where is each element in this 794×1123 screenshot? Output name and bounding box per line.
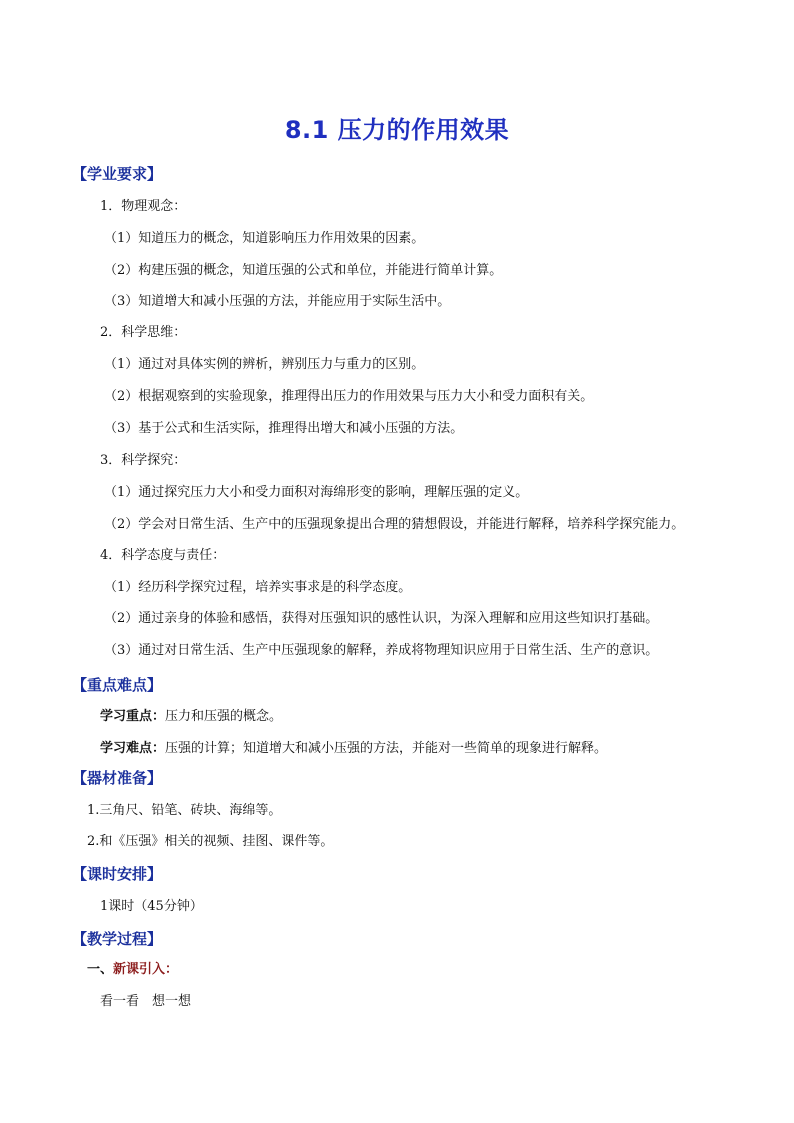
material-item: 1.三角尺、铅笔、砖块、海绵等。 xyxy=(87,803,282,818)
requirement-item: （1）经历科学探究过程，培养实事求是的科学态度。 xyxy=(104,580,412,595)
requirement-item: （3）基于公式和生活实际，推理得出增大和减小压强的方法。 xyxy=(104,421,464,436)
requirement-group-2-title: 2．科学思维： xyxy=(100,325,187,340)
section-heading-materials: 【器材准备】 xyxy=(72,769,163,787)
process-step-text: 看一看 想一想 xyxy=(100,994,192,1009)
process-step-prefix: 一、 xyxy=(87,962,114,977)
section-heading-requirements: 【学业要求】 xyxy=(72,165,163,183)
section-heading-schedule: 【课时安排】 xyxy=(72,865,163,883)
requirement-item: （2）通过亲身的体验和感悟，获得对压强知识的感性认识，为深入理解和应用这些知识打基础。 xyxy=(104,611,659,626)
material-item: 2.和《压强》相关的视频、挂图、课件等。 xyxy=(87,834,334,849)
key-point-focus xyxy=(100,707,282,727)
section-heading-process: 【教学过程】 xyxy=(72,930,163,948)
requirement-group-3-title: 3．科学探究： xyxy=(100,453,187,468)
section-heading-key-points: 【重点难点】 xyxy=(72,676,163,694)
requirement-item: （1）通过对具体实例的辨析，辨别压力与重力的区别。 xyxy=(104,357,425,372)
requirement-group-1-title: 1．物理观念： xyxy=(100,199,187,214)
page-title: 8.1 压力的作用效果 xyxy=(284,116,510,144)
difficulty-text: 压强的计算；知道增大和减小压强的方法，并能对一些简单的现象进行解释。 xyxy=(165,741,608,756)
process-step xyxy=(87,960,178,980)
requirement-item: （3）知道增大和减小压强的方法，并能应用于实际生活中。 xyxy=(104,294,451,309)
requirement-item: （2）构建压强的概念，知道压强的公式和单位，并能进行简单计算。 xyxy=(104,263,503,278)
schedule-text: 1课时（45分钟） xyxy=(100,899,203,914)
requirement-item: （1）知道压力的概念，知道影响压力作用效果的因素。 xyxy=(104,231,425,246)
requirement-item: （2）根据观察到的实验现象，推理得出压力的作用效果与压力大小和受力面积有关。 xyxy=(104,389,594,404)
key-point-difficulty xyxy=(100,739,607,759)
requirement-item: （2）学会对日常生活、生产中的压强现象提出合理的猜想假设，并能进行解释，培养科学探究能力。 xyxy=(104,517,685,532)
requirement-group-4-title: 4．科学态度与责任： xyxy=(100,548,226,563)
process-step-title: 新课引入： xyxy=(113,962,179,977)
focus-text: 压力和压强的概念。 xyxy=(165,709,283,724)
focus-label: 学习重点： xyxy=(100,709,166,724)
requirement-item: （3）通过对日常生活、生产中压强现象的解释，养成将物理知识应用于日常生活、生产的意识。 xyxy=(104,643,659,658)
requirement-item: （1）通过探究压力大小和受力面积对海绵形变的影响，理解压强的定义。 xyxy=(104,485,529,500)
difficulty-label: 学习难点： xyxy=(100,741,166,756)
